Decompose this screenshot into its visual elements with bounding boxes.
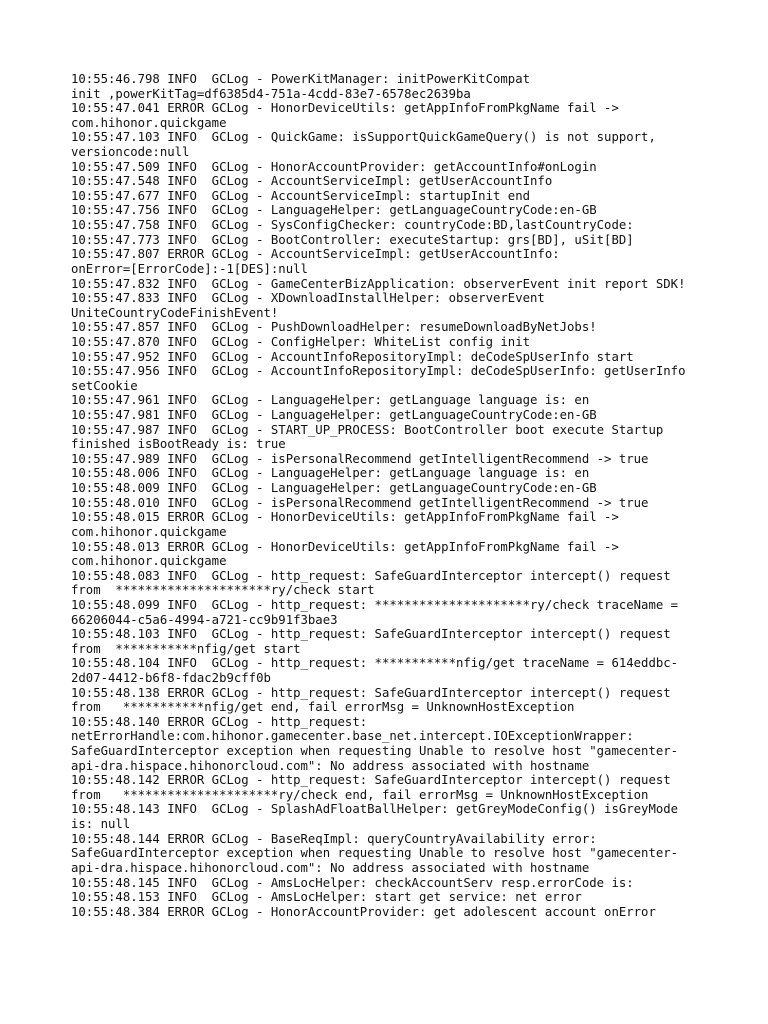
log-line: com.hihonor.quickgame xyxy=(71,115,227,130)
log-text-block xyxy=(71,72,711,919)
log-line: 10:55:48.010 INFO GCLog - isPersonalRecommend getIntelligentRecommend -> true xyxy=(71,495,649,510)
log-line: 10:55:48.104 INFO GCLog - http_request: ***********nfig/get traceName = 614eddbc- xyxy=(71,656,679,671)
log-line: setCookie xyxy=(71,378,138,393)
log-line: onError=[ErrorCode]:-1[DES]:null xyxy=(71,261,308,276)
log-line: 10:55:47.548 INFO GCLog - AccountServiceImpl: getUserAccountInfo xyxy=(71,174,553,189)
log-line: 10:55:47.677 INFO GCLog - AccountServiceImpl: startupInit end xyxy=(71,188,531,203)
log-line: 10:55:47.773 INFO GCLog - BootController: executeStartup: grs[BD], uSit[BD] xyxy=(71,232,634,247)
log-line: 10:55:48.140 ERROR GCLog - http_request: xyxy=(71,714,368,729)
log-line: 10:55:47.758 INFO GCLog - SysConfigChecker: countryCode:BD,lastCountryCode: xyxy=(71,218,634,233)
log-line: 10:55:48.083 INFO GCLog - http_request: SafeGuardInterceptor intercept() request xyxy=(71,568,671,583)
log-line: from *********************ry/check start xyxy=(71,583,375,598)
log-line: 10:55:48.138 ERROR GCLog - http_request: SafeGuardInterceptor intercept() request xyxy=(71,685,671,700)
log-line: netErrorHandle:com.hihonor.gamecenter.base_net.intercept.IOExceptionWrapper: xyxy=(71,729,634,744)
log-line: 10:55:48.009 INFO GCLog - LanguageHelper: getLanguageCountryCode:en-GB xyxy=(71,481,597,496)
log-line: from *********************ry/check end, fail errorMsg = UnknownHostException xyxy=(71,787,649,802)
log-line: 10:55:47.961 INFO GCLog - LanguageHelper: getLanguage language is: en xyxy=(71,393,590,408)
log-line: from ***********nfig/get start xyxy=(71,641,301,656)
log-line: is: null xyxy=(71,817,131,832)
log-line: 10:55:46.798 INFO GCLog - PowerKitManager: initPowerKitCompat xyxy=(71,72,531,86)
log-line: 10:55:48.013 ERROR GCLog - HonorDeviceUtils: getAppInfoFromPkgName fail -> xyxy=(71,539,619,554)
log-line: versioncode:null xyxy=(71,145,190,160)
log-line: 10:55:48.099 INFO GCLog - http_request: *********************ry/check traceName = xyxy=(71,597,679,612)
log-line: SafeGuardInterceptor exception when requesting Unable to resolve host "gamecenter- xyxy=(71,846,679,861)
log-line: api-dra.hispace.hihonorcloud.com": No address associated with hostname xyxy=(71,758,590,773)
log-line: 10:55:47.509 INFO GCLog - HonorAccountProvider: getAccountInfo#onLogin xyxy=(71,159,597,174)
log-line: finished isBootReady is: true xyxy=(71,437,286,452)
log-line: 10:55:48.145 INFO GCLog - AmsLocHelper: checkAccountServ resp.errorCode is: xyxy=(71,875,634,890)
log-line: com.hihonor.quickgame xyxy=(71,554,227,569)
log-line: 10:55:48.006 INFO GCLog - LanguageHelper: getLanguage language is: en xyxy=(71,466,590,481)
log-line: 10:55:48.153 INFO GCLog - AmsLocHelper: start get service: net error xyxy=(71,890,582,905)
log-line: 10:55:47.956 INFO GCLog - AccountInfoRepositoryImpl: deCodeSpUserInfo: getUserInfo xyxy=(71,364,686,379)
log-line: 10:55:47.857 INFO GCLog - PushDownloadHelper: resumeDownloadByNetJobs! xyxy=(71,320,597,335)
log-line: 10:55:48.142 ERROR GCLog - http_request: SafeGuardInterceptor intercept() request xyxy=(71,773,671,788)
log-line: 10:55:47.832 INFO GCLog - GameCenterBizApplication: observerEvent init report SDK! xyxy=(71,276,686,291)
log-line: 10:55:47.041 ERROR GCLog - HonorDeviceUtils: getAppInfoFromPkgName fail -> xyxy=(71,101,619,116)
log-line: 2d07-4412-b6f8-fdac2b9cff0b xyxy=(71,670,271,685)
log-line: 10:55:47.952 INFO GCLog - AccountInfoRepositoryImpl: deCodeSpUserInfo start xyxy=(71,349,634,364)
log-line: 10:55:47.807 ERROR GCLog - AccountServiceImpl: getUserAccountInfo: xyxy=(71,247,560,262)
log-line: 10:55:47.870 INFO GCLog - ConfigHelper: WhiteList config init xyxy=(71,334,531,349)
log-line: 10:55:47.756 INFO GCLog - LanguageHelper: getLanguageCountryCode:en-GB xyxy=(71,203,597,218)
log-line: 10:55:48.103 INFO GCLog - http_request: SafeGuardInterceptor intercept() request xyxy=(71,627,671,642)
log-line: init ,powerKitTag=df6385d4-751a-4cdd-83e7-6578ec2639ba xyxy=(71,86,471,101)
log-line: SafeGuardInterceptor exception when requesting Unable to resolve host "gamecenter- xyxy=(71,744,679,759)
log-line: 10:55:47.833 INFO GCLog - XDownloadInstallHelper: observerEvent xyxy=(71,291,545,306)
log-line: 10:55:47.987 INFO GCLog - START_UP_PROCESS: BootController boot execute Startup xyxy=(71,422,664,437)
log-line: 66206044-c5a6-4994-a721-cc9b91f3bae3 xyxy=(71,612,338,627)
log-line: 10:55:47.981 INFO GCLog - LanguageHelper: getLanguageCountryCode:en-GB xyxy=(71,408,597,423)
log-line: 10:55:48.015 ERROR GCLog - HonorDeviceUtils: getAppInfoFromPkgName fail -> xyxy=(71,510,619,525)
log-line: 10:55:47.103 INFO GCLog - QuickGame: isSupportQuickGameQuery() is not support, xyxy=(71,130,656,145)
log-line: 10:55:48.143 INFO GCLog - SplashAdFloatBallHelper: getGreyModeConfig() isGreyMode xyxy=(71,802,679,817)
log-line: com.hihonor.quickgame xyxy=(71,524,227,539)
log-line: 10:55:48.144 ERROR GCLog - BaseReqImpl: queryCountryAvailability error: xyxy=(71,831,597,846)
log-line: api-dra.hispace.hihonorcloud.com": No address associated with hostname xyxy=(71,860,590,875)
log-line: 10:55:48.384 ERROR GCLog - HonorAccountProvider: get adolescent account onError xyxy=(71,904,656,919)
log-line: UniteCountryCodeFinishEvent! xyxy=(71,305,279,320)
log-line: from ***********nfig/get end, fail errorMsg = UnknownHostException xyxy=(71,700,575,715)
log-line: 10:55:47.989 INFO GCLog - isPersonalRecommend getIntelligentRecommend -> true xyxy=(71,451,649,466)
